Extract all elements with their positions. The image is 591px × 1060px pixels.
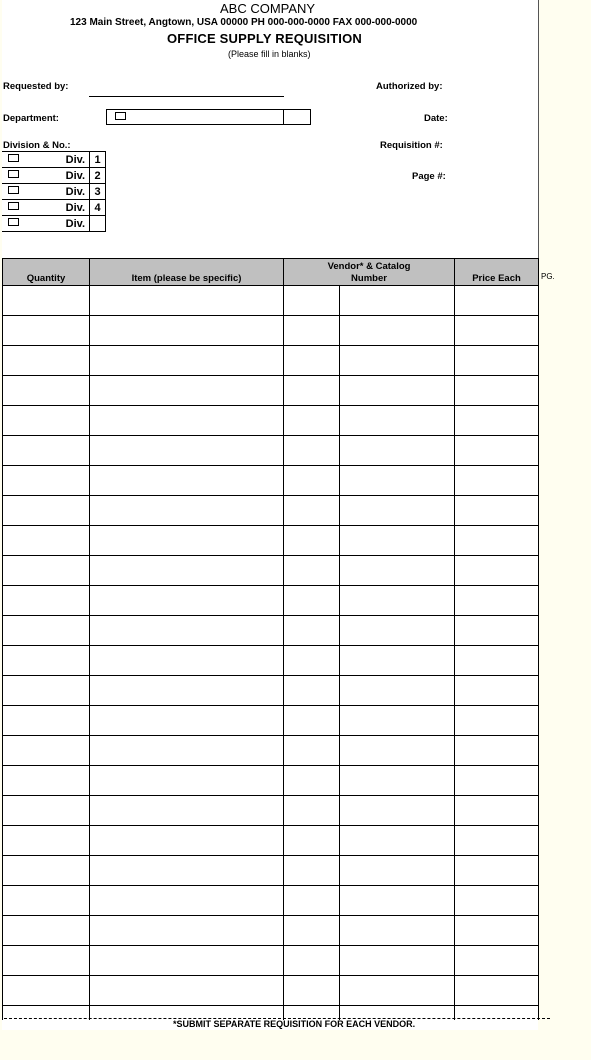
page-number-label: Page #:: [412, 171, 446, 182]
item-cell[interactable]: [90, 736, 284, 766]
quantity-cell[interactable]: [3, 646, 90, 676]
price-each-cell[interactable]: [455, 646, 539, 676]
division-number-cell[interactable]: 4: [90, 200, 106, 216]
table-row: [3, 616, 539, 646]
table-row: [3, 826, 539, 856]
quantity-cell[interactable]: [3, 856, 90, 886]
quantity-cell[interactable]: [3, 706, 90, 736]
item-cell[interactable]: [90, 946, 284, 976]
requested-by-label: Requested by:: [3, 81, 69, 92]
vendor-cell[interactable]: [284, 346, 340, 376]
quantity-cell[interactable]: [3, 586, 90, 616]
vendor-cell[interactable]: [284, 886, 340, 916]
division-label-text: Div.: [65, 185, 85, 198]
item-cell[interactable]: [90, 316, 284, 346]
quantity-cell[interactable]: [3, 616, 90, 646]
price-each-cell[interactable]: [455, 946, 539, 976]
table-row: [3, 286, 539, 316]
table-row: [3, 886, 539, 916]
catalog-number-cell[interactable]: [340, 736, 455, 766]
division-row: [2, 168, 106, 184]
vendor-cell[interactable]: [284, 496, 340, 526]
division-checkbox[interactable]: [8, 170, 19, 178]
company-name: ABC COMPANY: [220, 1, 316, 16]
catalog-number-cell[interactable]: [340, 496, 455, 526]
division-name-cell: [2, 152, 90, 168]
division-label-text: Div.: [65, 217, 85, 230]
item-cell[interactable]: [90, 826, 284, 856]
table-row: [3, 406, 539, 436]
item-cell[interactable]: [90, 436, 284, 466]
table-row: [3, 736, 539, 766]
price-each-cell[interactable]: [455, 856, 539, 886]
catalog-number-cell[interactable]: [340, 346, 455, 376]
quantity-cell[interactable]: [3, 526, 90, 556]
vendor-cell[interactable]: [284, 946, 340, 976]
price-each-cell[interactable]: [455, 676, 539, 706]
catalog-number-cell[interactable]: [340, 526, 455, 556]
vendor-cell[interactable]: [284, 916, 340, 946]
item-cell[interactable]: [90, 856, 284, 886]
price-each-cell[interactable]: [455, 466, 539, 496]
catalog-number-cell[interactable]: [340, 376, 455, 406]
catalog-number-cell[interactable]: [340, 646, 455, 676]
vendor-cell[interactable]: [284, 826, 340, 856]
item-cell[interactable]: [90, 556, 284, 586]
table-row: [3, 496, 539, 526]
price-each-cell[interactable]: [455, 436, 539, 466]
price-each-cell[interactable]: [455, 706, 539, 736]
quantity-cell[interactable]: [3, 436, 90, 466]
table-row: [3, 916, 539, 946]
catalog-number-cell[interactable]: [340, 946, 455, 976]
table-row: [3, 316, 539, 346]
pg-label: PG.: [541, 272, 555, 281]
table-row: [3, 586, 539, 616]
company-address: 123 Main Street, Angtown, USA 00000 PH 000-000-0000 FAX 000-000-0000: [70, 17, 418, 28]
catalog-number-cell[interactable]: [340, 706, 455, 736]
table-row: [3, 646, 539, 676]
item-cell[interactable]: [90, 646, 284, 676]
quantity-cell[interactable]: [3, 916, 90, 946]
price-each-cell[interactable]: [455, 886, 539, 916]
catalog-number-cell[interactable]: [340, 886, 455, 916]
vendor-cell[interactable]: [284, 526, 340, 556]
catalog-number-cell[interactable]: [340, 286, 455, 316]
form-subtitle: (Please fill in blanks): [228, 49, 311, 59]
department-checkbox[interactable]: [115, 112, 126, 120]
price-each-cell[interactable]: [455, 376, 539, 406]
quantity-cell[interactable]: [3, 376, 90, 406]
price-each-cell[interactable]: [455, 286, 539, 316]
division-name-cell: [2, 216, 90, 232]
items-table: [2, 258, 539, 1020]
catalog-number-cell[interactable]: [340, 586, 455, 616]
vendor-cell[interactable]: [284, 856, 340, 886]
price-each-cell[interactable]: [455, 496, 539, 526]
catalog-number-cell[interactable]: [340, 856, 455, 886]
table-row: [3, 466, 539, 496]
footer-note: *SUBMIT SEPARATE REQUISITION FOR EACH VENDOR.: [173, 1019, 416, 1029]
division-checkbox[interactable]: [8, 218, 19, 226]
vendor-cell[interactable]: [284, 376, 340, 406]
item-cell[interactable]: [90, 976, 284, 1006]
table-row: [3, 766, 539, 796]
item-cell[interactable]: [90, 496, 284, 526]
division-number-cell[interactable]: 3: [90, 184, 106, 200]
division-label-text: Div.: [65, 169, 85, 182]
price-each-cell[interactable]: [455, 976, 539, 1006]
page-bottom-margin: [0, 1030, 591, 1060]
division-label-text: Div.: [65, 153, 85, 166]
quantity-cell[interactable]: [3, 736, 90, 766]
table-row: [3, 856, 539, 886]
table-row: [3, 676, 539, 706]
price-each-cell[interactable]: [455, 346, 539, 376]
division-number-cell[interactable]: [90, 216, 106, 232]
table-row: [3, 346, 539, 376]
quantity-cell[interactable]: [3, 406, 90, 436]
price-each-cell[interactable]: [455, 766, 539, 796]
column-header-item: Item (please be specific): [90, 259, 284, 286]
vendor-cell[interactable]: [284, 706, 340, 736]
division-number-cell[interactable]: 2: [90, 168, 106, 184]
department-field[interactable]: [106, 109, 311, 125]
vendor-cell[interactable]: [284, 466, 340, 496]
catalog-number-cell[interactable]: [340, 976, 455, 1006]
catalog-number-cell[interactable]: [340, 436, 455, 466]
division-label-text: Div.: [65, 201, 85, 214]
quantity-cell[interactable]: [3, 496, 90, 526]
item-cell[interactable]: [90, 586, 284, 616]
form-title: OFFICE SUPPLY REQUISITION: [167, 31, 362, 46]
catalog-number-cell[interactable]: [340, 676, 455, 706]
table-row: [3, 976, 539, 1006]
division-checkbox[interactable]: [8, 154, 19, 162]
division-name-cell: [2, 200, 90, 216]
column-header-price-each: Price Each: [455, 259, 539, 286]
quantity-cell[interactable]: [3, 796, 90, 826]
price-each-cell[interactable]: [455, 316, 539, 346]
requested-by-field[interactable]: [89, 96, 284, 97]
table-row: [3, 946, 539, 976]
vendor-cell[interactable]: [284, 616, 340, 646]
vendor-cell[interactable]: [284, 976, 340, 1006]
item-cell[interactable]: [90, 346, 284, 376]
item-cell[interactable]: [90, 886, 284, 916]
department-field-divider: [283, 110, 284, 124]
vendor-cell[interactable]: [284, 436, 340, 466]
division-number-cell[interactable]: 1: [90, 152, 106, 168]
vendor-cell[interactable]: [284, 676, 340, 706]
price-each-cell[interactable]: [455, 556, 539, 586]
column-header-quantity: Quantity: [3, 259, 90, 286]
item-cell[interactable]: [90, 466, 284, 496]
catalog-number-cell[interactable]: [340, 556, 455, 586]
item-cell[interactable]: [90, 286, 284, 316]
quantity-cell[interactable]: [3, 976, 90, 1006]
vendor-cell[interactable]: [284, 556, 340, 586]
vendor-cell[interactable]: [284, 286, 340, 316]
price-each-cell[interactable]: [455, 916, 539, 946]
division-name-cell: [2, 168, 90, 184]
item-cell[interactable]: [90, 406, 284, 436]
quantity-cell[interactable]: [3, 886, 90, 916]
division-row: [2, 152, 106, 168]
catalog-number-cell[interactable]: [340, 796, 455, 826]
division-table: [2, 151, 106, 232]
catalog-number-cell[interactable]: [340, 766, 455, 796]
table-row: [3, 526, 539, 556]
quantity-cell[interactable]: [3, 676, 90, 706]
quantity-cell[interactable]: [3, 316, 90, 346]
quantity-cell[interactable]: [3, 556, 90, 586]
item-cell[interactable]: [90, 676, 284, 706]
division-checkbox[interactable]: [8, 202, 19, 210]
table-row: [3, 556, 539, 586]
price-each-cell[interactable]: [455, 586, 539, 616]
authorized-by-label: Authorized by:: [376, 81, 443, 92]
division-label: Division & No.:: [3, 140, 71, 151]
quantity-cell[interactable]: [3, 346, 90, 376]
price-each-cell[interactable]: [455, 796, 539, 826]
table-row: [3, 706, 539, 736]
vendor-cell[interactable]: [284, 406, 340, 436]
column-header-vendor-catalog: Vendor* & Catalog Number: [284, 259, 455, 286]
division-name-cell: [2, 184, 90, 200]
catalog-number-cell[interactable]: [340, 616, 455, 646]
price-each-cell[interactable]: [455, 736, 539, 766]
vendor-cell[interactable]: [284, 736, 340, 766]
item-cell[interactable]: [90, 706, 284, 736]
price-each-cell[interactable]: [455, 406, 539, 436]
table-row: [3, 796, 539, 826]
vendor-cell[interactable]: [284, 796, 340, 826]
item-cell[interactable]: [90, 796, 284, 826]
price-each-cell[interactable]: [455, 826, 539, 856]
table-header-row: [3, 259, 539, 286]
division-row: [2, 200, 106, 216]
item-cell[interactable]: [90, 766, 284, 796]
catalog-number-cell[interactable]: [340, 826, 455, 856]
quantity-cell[interactable]: [3, 766, 90, 796]
price-each-cell[interactable]: [455, 526, 539, 556]
quantity-cell[interactable]: [3, 946, 90, 976]
department-label: Department:: [3, 113, 59, 124]
catalog-number-cell[interactable]: [340, 406, 455, 436]
catalog-number-cell[interactable]: [340, 466, 455, 496]
division-row: [2, 184, 106, 200]
quantity-cell[interactable]: [3, 466, 90, 496]
item-cell[interactable]: [90, 526, 284, 556]
table-row: [3, 376, 539, 406]
division-checkbox[interactable]: [8, 186, 19, 194]
quantity-cell[interactable]: [3, 286, 90, 316]
table-row: [3, 436, 539, 466]
item-cell[interactable]: [90, 616, 284, 646]
price-each-cell[interactable]: [455, 616, 539, 646]
vendor-cell[interactable]: [284, 766, 340, 796]
vendor-cell[interactable]: [284, 586, 340, 616]
catalog-number-cell[interactable]: [340, 316, 455, 346]
catalog-number-cell[interactable]: [340, 916, 455, 946]
vendor-cell[interactable]: [284, 316, 340, 346]
vendor-cell[interactable]: [284, 646, 340, 676]
item-cell[interactable]: [90, 916, 284, 946]
division-row: [2, 216, 106, 232]
quantity-cell[interactable]: [3, 826, 90, 856]
item-cell[interactable]: [90, 376, 284, 406]
date-label: Date:: [424, 113, 448, 124]
requisition-label: Requisition #:: [380, 140, 443, 151]
